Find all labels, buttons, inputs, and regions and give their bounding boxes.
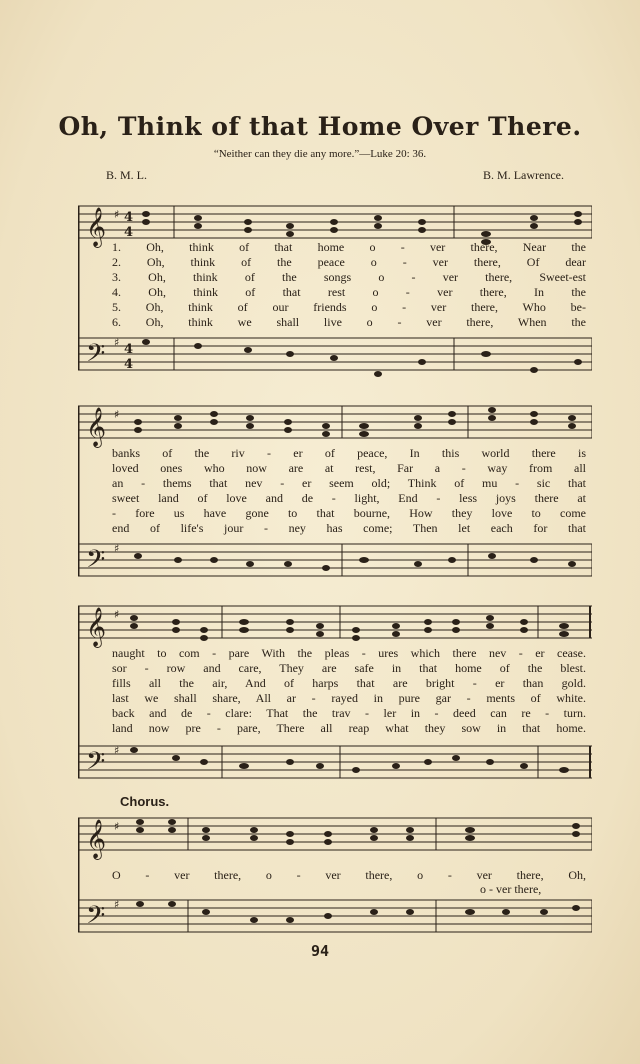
svg-text:𝄞: 𝄞 (86, 407, 107, 447)
svg-text:4: 4 (124, 342, 134, 357)
svg-text:𝄞: 𝄞 (86, 819, 107, 859)
lyric-line: sweet land of love and de - light, End - less joys there at (112, 491, 586, 505)
svg-text:♯: ♯ (114, 820, 120, 833)
svg-text:𝄢: 𝄢 (86, 901, 106, 936)
lyrics-chorus (112, 868, 586, 883)
lyric-line: 1. Oh, think of that home o - ver there, Near the (112, 240, 586, 254)
scripture-epigraph: “Neither can they die any more.”—Luke 20: 36. (213, 148, 427, 160)
lyrics-system-1 (112, 240, 586, 330)
lyric-line: back and de - clare: That the trav - ler in - deed can re - turn. (112, 706, 586, 720)
svg-text:𝄢: 𝄢 (86, 545, 106, 580)
lyric-line: end of life's jour - ney has come; Then let each for that (112, 521, 586, 535)
svg-text:♯: ♯ (114, 898, 120, 911)
lyric-line: 3. Oh, think of the songs o - ver there, Sweet-est (112, 270, 586, 284)
svg-text:4: 4 (124, 210, 134, 225)
lyric-line: 5. Oh, think of our friends o - ver there, Who be- (112, 300, 586, 314)
lyric-line: 4. Oh, think of that rest o - ver there, In the (112, 285, 586, 299)
lyric-line: - fore us have gone to that bourne, How they love to come (112, 506, 586, 520)
lyric-line: land now pre - pare, There all reap what they sow in that home. (112, 721, 586, 735)
chorus-lyric-line: O - ver there, o - ver there, o - ver there, Oh, (112, 868, 586, 882)
svg-text:4: 4 (124, 357, 134, 372)
hymn-title: Oh, Think of that Home Over There. (58, 112, 582, 141)
chorus-alt-lyric: o - ver there, (480, 882, 542, 896)
lyric-line: an - thems that nev - er seem old; Think of mu - sic that (112, 476, 586, 490)
svg-text:𝄞: 𝄞 (86, 207, 107, 247)
svg-text:♯: ♯ (114, 408, 120, 421)
svg-text:♯: ♯ (114, 744, 120, 757)
lyrics-system-3 (112, 646, 586, 736)
composer-credit: B. M. Lawrence. (483, 168, 564, 182)
svg-text:♯: ♯ (114, 208, 120, 221)
svg-text:𝄢: 𝄢 (86, 339, 106, 374)
lyric-line: naught to com - pare With the pleas - ures which there nev - er cease. (112, 646, 586, 660)
lyric-line: 6. Oh, think we shall live o - ver there, When the (112, 315, 586, 329)
lyric-line: banks of the riv - er of peace, In this world there is (112, 446, 586, 460)
svg-text:♯: ♯ (114, 608, 120, 621)
lyrics-system-2 (112, 446, 586, 536)
svg-text:𝄞: 𝄞 (86, 607, 107, 647)
svg-text:♯: ♯ (114, 336, 120, 349)
svg-text:♯: ♯ (114, 542, 120, 555)
lyric-line: sor - row and care, They are safe in that home of the blest. (112, 661, 586, 675)
lyric-line: loved ones who now are at rest, Far a - way from all (112, 461, 586, 475)
lyricist-credit: B. M. L. (106, 168, 148, 182)
page-number: 94 (310, 942, 330, 960)
svg-text:4: 4 (124, 225, 134, 240)
svg-text:𝄢: 𝄢 (86, 747, 106, 782)
lyric-line: last we shall share, All ar - rayed in pure gar - ments of white. (112, 691, 586, 705)
lyric-line: fills all the air, And of harps that are bright - er than gold. (112, 676, 586, 690)
chorus-label: Chorus. (120, 794, 170, 809)
lyric-line: 2. Oh, think of the peace o - ver there, Of dear (112, 255, 586, 269)
